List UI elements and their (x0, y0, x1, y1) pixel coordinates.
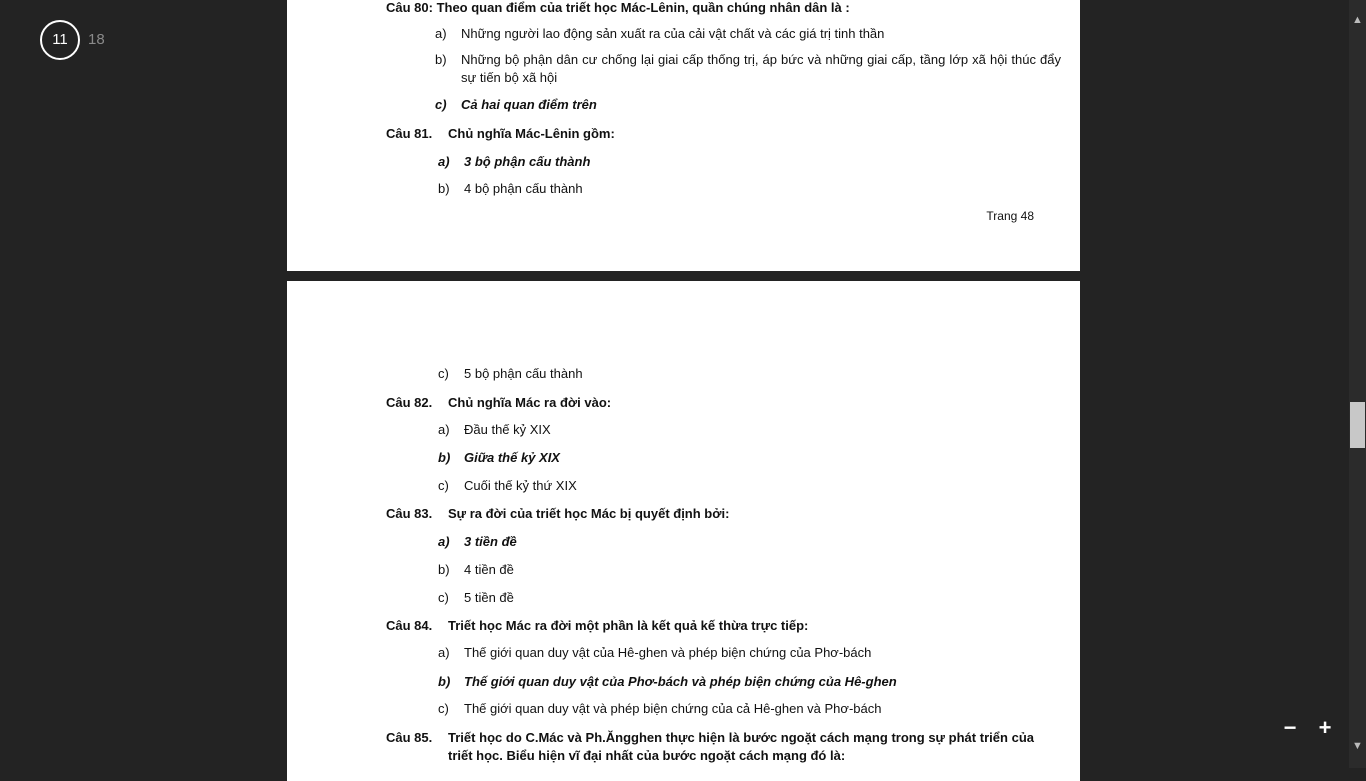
option-letter: a) (438, 645, 450, 660)
option-text: Giữa thế kỷ XIX (464, 450, 560, 465)
option-text: 4 tiền đề (464, 562, 514, 577)
option-letter: b) (438, 674, 451, 689)
page-footer: Trang 48 (986, 209, 1034, 223)
option-letter: a) (438, 534, 450, 549)
option-letter: b) (438, 450, 451, 465)
question-80: Câu 80: Theo quan điểm của triết học Mác-Lênin, quần chúng nhân dân là : (386, 0, 850, 15)
option-text: Những bộ phận dân cư chống lại giai cấp thống trị, áp bức và những giai cấp, tầng lớp xã hội thúc đẩy sự tiến bộ xã hội (461, 52, 1061, 85)
option (438, 589, 514, 607)
option (438, 644, 871, 662)
option-text: Đầu thế kỷ XIX (464, 422, 551, 437)
option-text: 5 tiền đề (464, 590, 514, 605)
question-number: Câu 82. (386, 395, 433, 410)
option (438, 365, 583, 383)
option-answer (435, 96, 597, 114)
scrollbar-thumb[interactable] (1350, 402, 1365, 448)
option-text: 3 bộ phận cấu thành (464, 154, 591, 169)
question-number: Câu 84. (386, 618, 433, 633)
current-page-indicator: 11 (40, 20, 80, 60)
option (435, 51, 1061, 87)
option-letter: b) (438, 562, 450, 577)
document-page-49 (287, 281, 1080, 781)
question-number: Câu 83. (386, 506, 433, 521)
question-number: Câu 85. (386, 730, 433, 745)
option-text: Thế giới quan duy vật và phép biện chứng của cả Hê-ghen và Phơ-bách (464, 701, 882, 716)
option (438, 180, 583, 198)
option-text: Thế giới quan duy vật của Phơ-bách và phép biện chứng của Hê-ghen (464, 674, 897, 689)
option (438, 700, 881, 718)
total-pages: 18 (88, 31, 105, 48)
option-letter: c) (438, 701, 449, 716)
option-letter: c) (438, 478, 449, 493)
option-text: Cả hai quan điểm trên (461, 97, 597, 112)
zoom-out-button[interactable]: − (1283, 715, 1297, 740)
option-text: Cuối thế kỷ thứ XIX (464, 478, 577, 493)
option-letter: a) (438, 422, 450, 437)
option-text: 4 bộ phận cấu thành (464, 181, 583, 196)
question-text: Chủ nghĩa Mác-Lênin gồm: (448, 126, 615, 141)
question-text: Triết học do C.Mác và Ph.Ăngghen thực hiện là bước ngoặt cách mạng trong sự phát triển của triết học. Biểu hiện vĩ đại nhất của bước ngoặt cách mạng đó là: (448, 730, 1034, 763)
scroll-down-icon[interactable]: ▼ (1352, 740, 1363, 752)
question-number: Câu 81. (386, 126, 433, 141)
option-letter: a) (435, 26, 447, 41)
option-letter: c) (438, 590, 449, 605)
option (438, 421, 551, 439)
option-letter: a) (438, 154, 450, 169)
vertical-scrollbar[interactable] (1349, 0, 1366, 768)
option-letter: c) (438, 366, 449, 381)
option-answer (438, 533, 517, 551)
question-84 (386, 617, 808, 635)
document-page-48 (287, 0, 1080, 271)
option-text: 3 tiền đề (464, 534, 517, 549)
option-text: Thế giới quan duy vật của Hê-ghen và phép biện chứng của Phơ-bách (464, 645, 872, 660)
option-answer (438, 673, 897, 691)
option-letter: b) (438, 181, 450, 196)
option-text: Những người lao động sản xuất ra của cải vật chất và các giá trị tinh thần (461, 26, 885, 41)
option (438, 561, 514, 579)
question-text: Sự ra đời của triết học Mác bị quyết định bởi: (448, 506, 730, 521)
question-82 (386, 394, 611, 412)
option-letter: c) (435, 97, 447, 112)
scroll-up-icon[interactable]: ▲ (1352, 14, 1363, 26)
option (435, 25, 884, 43)
question-85 (386, 729, 1034, 765)
option-answer (438, 449, 560, 467)
zoom-in-button[interactable]: + (1318, 715, 1332, 740)
option-answer (438, 153, 590, 171)
option (438, 477, 577, 495)
question-83 (386, 505, 729, 523)
option-letter: b) (435, 52, 447, 67)
question-81 (386, 125, 615, 143)
question-text: Chủ nghĩa Mác ra đời vào: (448, 395, 612, 410)
question-text: Triết học Mác ra đời một phần là kết quả kế thừa trực tiếp: (448, 618, 809, 633)
option-text: 5 bộ phận cấu thành (464, 366, 583, 381)
